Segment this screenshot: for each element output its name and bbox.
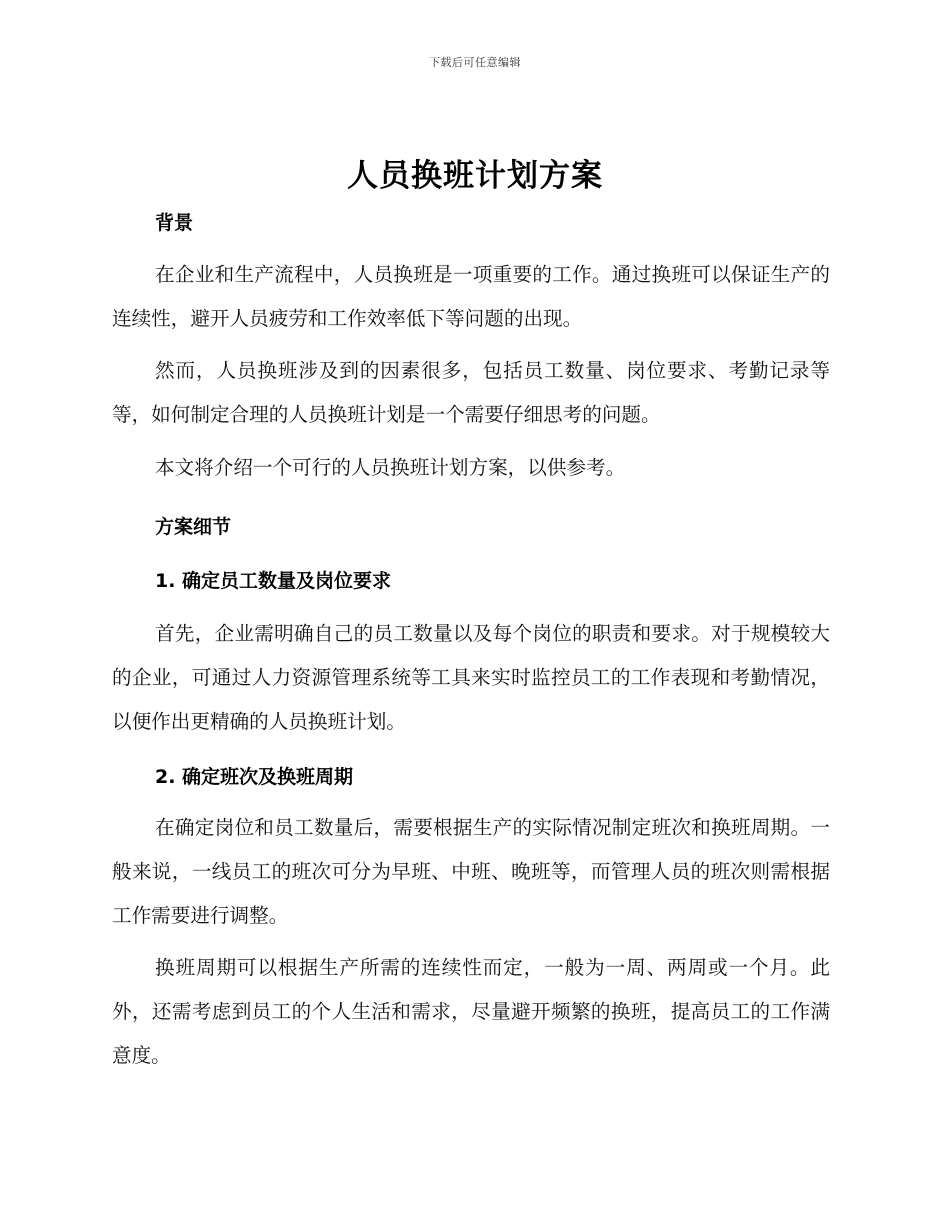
section-heading-details: 方案细节	[155, 516, 232, 538]
paragraph-3: 本文将介绍一个可行的人员换班计划方案，以供参考。	[155, 456, 626, 479]
paragraph-1: 在企业和生产流程中，人员换班是一项重要的工作。通过换班可以保证生产的连续性，避开人员疲劳和工作效率低下等问题的出现。	[112, 263, 830, 330]
paragraph-5: 在确定岗位和员工数量后，需要根据生产的实际情况制定班次和换班周期。一般来说，一线员工的班次可分为早班、中班、晚班等，而管理人员的班次则需根据工作需要进行调整。	[112, 816, 830, 927]
section-heading-background: 背景	[155, 212, 194, 234]
step-1-heading: 1. 确定员工数量及岗位要求	[155, 570, 392, 592]
document-title: 人员换班计划方案	[347, 158, 603, 194]
paragraph-2: 然而，人员换班涉及到的因素很多，包括员工数量、岗位要求、考勤记录等等，如何制定合理的人员换班计划是一个需要仔细思考的问题。	[112, 359, 830, 426]
paragraph-4: 首先，企业需明确自己的员工数量以及每个岗位的职责和要求。对于规模较大的企业，可通过人力资源管理系统等工具来实时监控员工的工作表现和考勤情况，以便作出更精确的人员换班计划。	[112, 622, 830, 733]
step-2-heading: 2. 确定班次及换班周期	[155, 766, 354, 788]
paragraph-6: 换班周期可以根据生产所需的连续性而定，一般为一周、两周或一个月。此外，还需考虑到员工的个人生活和需求，尽量避开频繁的换班，提高员工的工作满意度。	[112, 956, 830, 1067]
page-header: 下载后可任意编辑	[429, 56, 521, 69]
